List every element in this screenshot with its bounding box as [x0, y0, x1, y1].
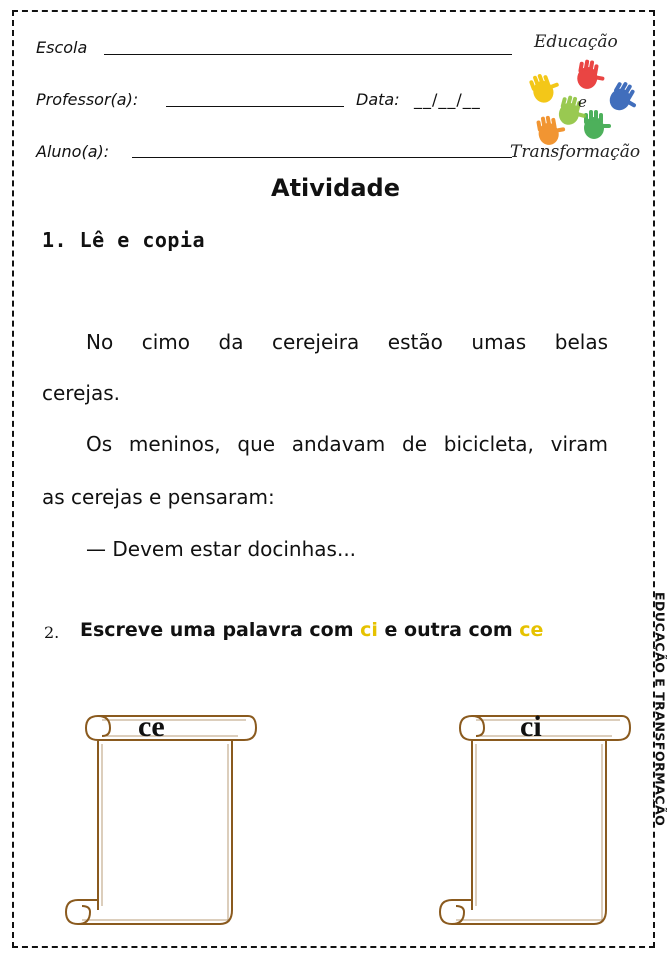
scroll-ce[interactable]: [62, 708, 258, 930]
question-2-text-b: e outra com: [377, 619, 520, 641]
logo: [508, 30, 660, 168]
professor-label: Professor(a):: [36, 90, 139, 109]
paragraph-line-3: Os meninos, que andavam de bicicleta, viram: [86, 432, 608, 456]
logo-text-top: Educação: [534, 32, 618, 52]
question-2-text-a: Escreve uma palavra com: [80, 619, 361, 641]
data-label: Data:: [356, 90, 400, 109]
logo-text-bottom: Transformação: [510, 142, 641, 162]
aluno-field[interactable]: [132, 157, 512, 158]
escola-label: Escola: [36, 38, 88, 57]
handprint-1: [528, 69, 563, 105]
syllable-ce: ce: [519, 619, 544, 641]
aluno-label: Aluno(a):: [36, 142, 110, 161]
logo-text-middle: e: [578, 93, 587, 111]
date-field[interactable]: __/__/__: [414, 90, 481, 109]
paragraph-line-4: as cerejas e pensaram:: [42, 485, 275, 509]
escola-field[interactable]: [104, 54, 512, 55]
side-watermark-text: EDUCAÇÃO E TRANSFORMAÇÃO: [652, 592, 668, 827]
paragraph-line-2: cerejas.: [42, 381, 120, 405]
page-title: Atividade: [271, 174, 400, 202]
side-watermark: [650, 592, 670, 882]
scroll-ce-label: ce: [138, 710, 165, 743]
question-2-text: [80, 619, 543, 641]
handprint-5: [584, 110, 611, 139]
paragraph-line-5: — Devem estar docinhas...: [86, 537, 357, 561]
professor-field[interactable]: [166, 106, 344, 107]
syllable-ci: ci: [360, 619, 378, 641]
handprint-2: [576, 58, 608, 91]
scroll-inner-outline: [456, 720, 620, 920]
scroll-ci-label: ci: [520, 710, 542, 743]
scroll-ci[interactable]: [436, 708, 632, 930]
paragraph-line-1: No cimo da cerejeira estão umas belas: [86, 330, 608, 354]
scroll-inner-outline: [82, 720, 246, 920]
question-1-heading: 1. Lê e copia: [42, 228, 206, 252]
question-2-number: 2.: [44, 623, 60, 642]
handprint-3: [606, 79, 644, 118]
